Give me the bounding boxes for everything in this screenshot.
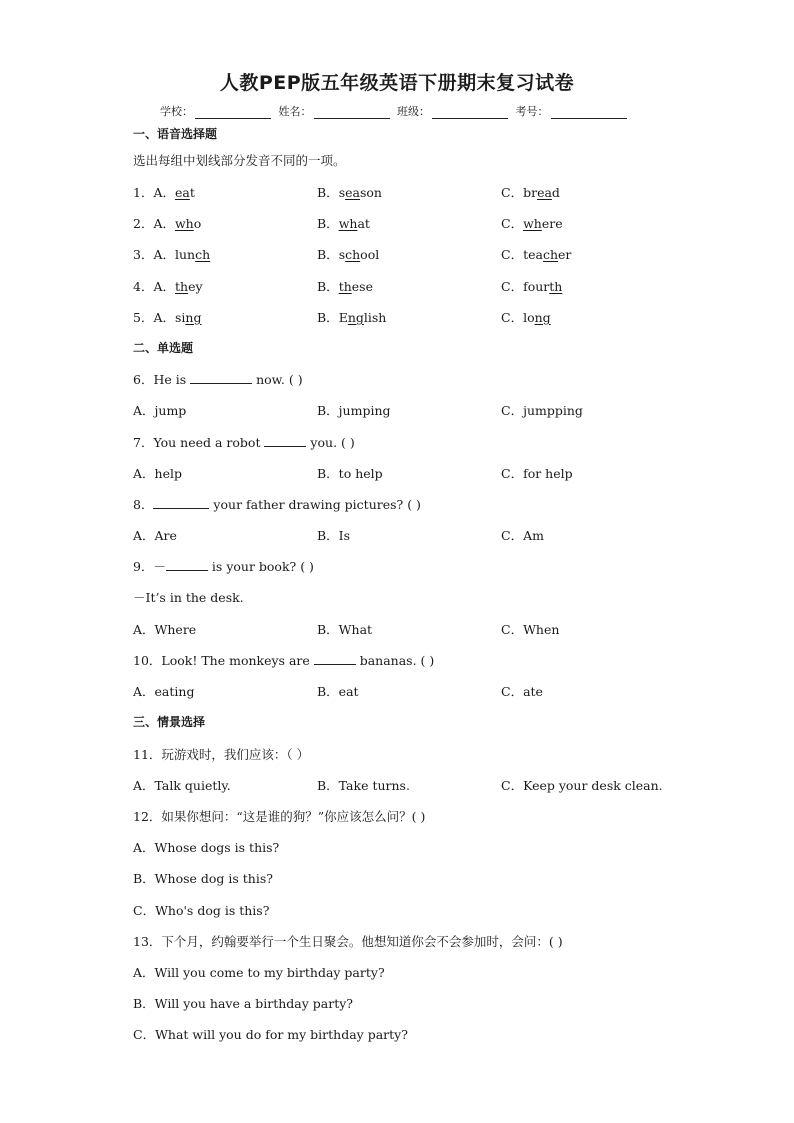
answer-blank[interactable] — [264, 434, 306, 447]
option-c[interactable]: C．teacher — [501, 247, 572, 262]
question-6-stem: 6．He is now. ( ) — [133, 372, 303, 387]
question-9-stem: 9．－ is your book? ( ) — [133, 559, 314, 574]
q11-option-a[interactable]: A．Talk quietly. — [133, 778, 231, 793]
option-a[interactable]: 5．A．sing — [133, 310, 202, 325]
option-b[interactable]: B．season — [317, 185, 382, 200]
q8-option-b[interactable]: B．Is — [317, 528, 351, 543]
option-b[interactable]: B．these — [317, 279, 373, 294]
q11-option-c[interactable]: C．Keep your desk clean. — [501, 778, 663, 793]
q6-option-b[interactable]: B．jumping — [317, 403, 391, 418]
q9-option-b[interactable]: B．What — [317, 622, 373, 637]
answer-blank[interactable] — [153, 496, 209, 509]
option-c[interactable]: C．long — [501, 310, 551, 325]
q13-option-c[interactable]: C．What will you do for my birthday party? — [133, 1027, 408, 1042]
option-b[interactable]: B．what — [317, 216, 370, 231]
answer-blank[interactable] — [190, 371, 252, 384]
class-label: 班级： — [397, 105, 430, 118]
question-12-stem: 12．如果你想问：“这是谁的狗？”你应该怎么问？( ) — [133, 809, 426, 824]
q6-option-a[interactable]: A．jump — [133, 403, 187, 418]
section-heading-situational: 三、情景选择 — [133, 715, 206, 729]
option-c[interactable]: C．bread — [501, 185, 560, 200]
name-blank[interactable] — [314, 106, 390, 119]
q7-option-b[interactable]: B．to help — [317, 466, 383, 481]
q12-option-c[interactable]: C．Who's dog is this? — [133, 903, 270, 918]
q8-option-a[interactable]: A．Are — [133, 528, 177, 543]
option-b[interactable]: B．English — [317, 310, 387, 325]
answer-blank[interactable] — [166, 558, 208, 571]
school-label: 学校： — [160, 105, 193, 118]
q10-option-a[interactable]: A．eating — [133, 684, 195, 699]
question-11-stem: 11．玩游戏时，我们应该：（ ） — [133, 747, 310, 762]
section-heading-phonics: 一、语音选择题 — [133, 127, 218, 141]
option-a[interactable]: 4．A．they — [133, 279, 203, 294]
question-8-stem: 8． your father drawing pictures? ( ) — [133, 497, 421, 512]
student-info-row — [160, 103, 631, 119]
q6-option-c[interactable]: C．jumpping — [501, 403, 583, 418]
answer-blank[interactable] — [314, 652, 356, 665]
option-a[interactable]: 2．A．who — [133, 216, 202, 231]
question-7-stem: 7．You need a robot you. ( ) — [133, 435, 355, 450]
q8-option-c[interactable]: C．Am — [501, 528, 544, 543]
question-9-answer-line: －It’s in the desk. — [133, 590, 244, 605]
option-c[interactable]: C．fourth — [501, 279, 563, 294]
q9-option-a[interactable]: A．Where — [133, 622, 197, 637]
class-blank[interactable] — [432, 106, 508, 119]
number-label: 考号： — [515, 105, 549, 118]
q13-option-b[interactable]: B．Will you have a birthday party? — [133, 996, 354, 1011]
question-13-stem: 13．下个月，约翰要举行一个生日聚会。他想知道你会不会参加时，会问：( ) — [133, 934, 563, 949]
option-a[interactable]: 3．A．lunch — [133, 247, 211, 262]
q7-option-c[interactable]: C．for help — [501, 466, 573, 481]
q12-option-b[interactable]: B．Whose dog is this? — [133, 871, 273, 886]
page-title: 人教PEP版五年级英语下册期末复习试卷 — [219, 72, 575, 94]
option-c[interactable]: C．where — [501, 216, 563, 231]
q7-option-a[interactable]: A．help — [133, 466, 182, 481]
question-10-stem: 10．Look! The monkeys are bananas. ( ) — [133, 653, 435, 668]
q9-option-c[interactable]: C．When — [501, 622, 560, 637]
name-label: 姓名： — [278, 105, 312, 118]
q12-option-a[interactable]: A．Whose dogs is this? — [133, 840, 280, 855]
q10-option-c[interactable]: C．ate — [501, 684, 543, 699]
section-heading-single-choice: 二、单选题 — [133, 341, 194, 355]
school-blank[interactable] — [195, 106, 271, 119]
option-b[interactable]: B．school — [317, 247, 380, 262]
number-blank[interactable] — [551, 106, 627, 119]
q11-option-b[interactable]: B．Take turns. — [317, 778, 410, 793]
option-a[interactable]: 1．A．eat — [133, 185, 195, 200]
instruction-text: 选出每组中划线部分发音不同的一项。 — [133, 153, 346, 168]
q13-option-a[interactable]: A．Will you come to my birthday party? — [133, 965, 385, 980]
q10-option-b[interactable]: B．eat — [317, 684, 359, 699]
